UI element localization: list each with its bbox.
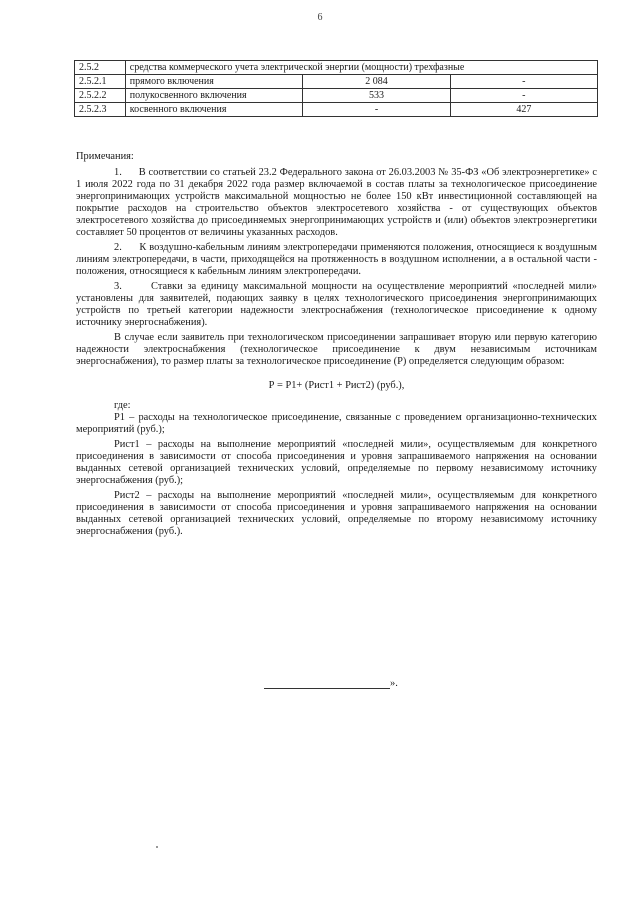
table-cell-value: 427 xyxy=(450,103,597,117)
notes-section xyxy=(76,151,597,538)
tariff-table xyxy=(74,60,598,117)
signature-underline xyxy=(264,680,390,689)
table-cell-value: - xyxy=(303,103,450,117)
page-number: 6 xyxy=(317,12,323,23)
definition-rist1: Рист1 – расходы на выполнение мероприятий «последней мили», осуществляемым для конкретного присоединения в зависимости от способа присоединения и уровня запрашиваемого напряжения на основании выданных сетевой организацией технических условий, определяемые по первому независимому источнику энергоснабжения (руб.); xyxy=(76,439,597,486)
note-3-continuation: В случае если заявитель при технологическом присоединении запрашивает вторую или первую категорию надежности электроснабжения (технологическое присоединение к двум независимым источникам энергоснабжения), то размер платы за технологическое присоединение (Р) определяется следующим образом: xyxy=(76,332,597,367)
table-cell-name: полукосвенного включения xyxy=(125,89,303,103)
notes-heading: Примечания: xyxy=(76,151,134,162)
table-cell-code: 2.5.2.3 xyxy=(75,103,126,117)
table-cell-code: 2.5.2.2 xyxy=(75,89,126,103)
note-1: 1. В соответствии со статьей 23.2 Федерального закона от 26.03.2003 № 35-ФЗ «Об электроэнергетике» с 1 июля 2022 года по 31 декабря 2022 года размер включаемой в состав платы за технологическое присоединение энергопринимающих устройств максимальной мощностью не более 150 кВт инвестиционной составляющей на покрытие расходов на строительство объектов электросетевого хозяйства - от существующих объектов электросетевого хозяйства до присоединяемых энергопринимающих устройств и (или) объектов электроэнергетики составляет 50 процентов от величины указанных расходов. xyxy=(76,167,597,238)
table-row xyxy=(75,75,598,89)
formula: Р = Р1+ (Рист1 + Рист2) (руб.), xyxy=(268,380,405,391)
table-cell-code: 2.5.2 xyxy=(75,61,126,75)
table-cell-value: - xyxy=(450,89,597,103)
definition-rist2: Рист2 – расходы на выполнение мероприятий «последней мили», осуществляемым для конкретного присоединения в зависимости от способа присоединения и уровня запрашиваемого напряжения на основании выданных сетевой организацией технических условий, определяемые по второму независимому источнику энергоснабжения (руб.). xyxy=(76,490,597,537)
definition-p1: Р1 – расходы на технологическое присоединение, связанные с проведением организационно-технических мероприятий (руб.); xyxy=(76,412,597,435)
table-cell-value: - xyxy=(450,75,597,89)
table-cell-name: прямого включения xyxy=(125,75,303,89)
table-row xyxy=(75,61,598,75)
table-cell-code: 2.5.2.1 xyxy=(75,75,126,89)
table-row xyxy=(75,103,598,117)
table-cell-name: косвенного включения xyxy=(125,103,303,117)
table-row xyxy=(75,89,598,103)
note-2: 2. К воздушно-кабельным линиям электропередачи применяются положения, относящиеся к воздушным линиям электропередачи, в части, приходящейся на протяженность в воздушном исполнении, а в остальной части - положения, относящиеся к кабельным линиям электропередачи. xyxy=(76,242,597,277)
closing-line xyxy=(264,678,398,689)
formula-where: где: xyxy=(114,400,131,411)
closing-quote: ». xyxy=(390,678,398,689)
note-3: 3. Ставки за единицу максимальной мощности на осуществление мероприятий «последней мили» установлены для заявителей, подающих заявку в целях технологического присоединения энергопринимающих устройств по третьей категории надежности электроснабжения (технологическое присоединение к одному источнику энергоснабжения). xyxy=(76,281,597,328)
scan-speck xyxy=(156,846,158,848)
table-cell-name: средства коммерческого учета электрической энергии (мощности) трехфазные xyxy=(125,61,597,75)
table-cell-value: 2 084 xyxy=(303,75,450,89)
table-cell-value: 533 xyxy=(303,89,450,103)
